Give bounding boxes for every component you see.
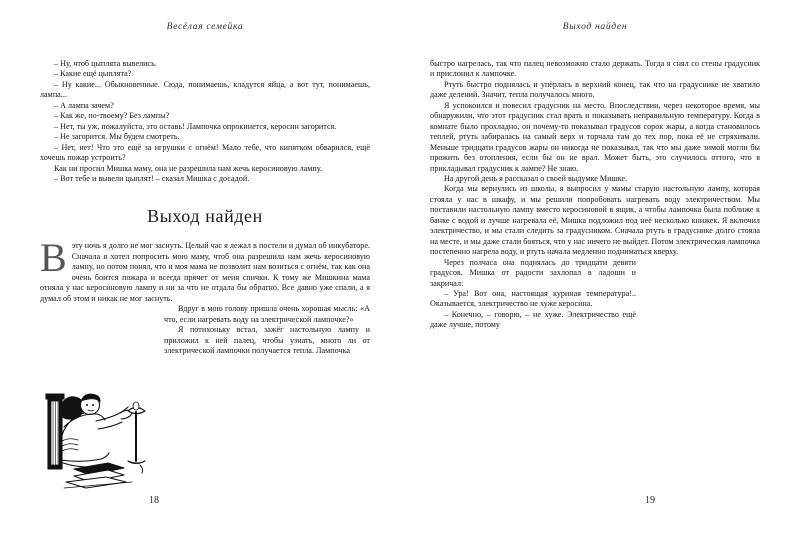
paragraph: Я потихоньку встал, зажёг настольную лампу и приложил к ней палец, чтобы узнать, много ли от электрической лампочки получается тепла. Лампочка [164,325,370,355]
running-head-right: Выход найден [562,22,628,32]
paragraph: Я успокоился и повесил градусник на место. Впоследствии, через некоторое время, мы обнаружили, что этот градусник стал врать и показывать неправильную температуру. Когда в комнате было прохладно, он почему-то показывал градусов сорок жары, а когда становилось теплей, ртуть забиралась на самый верх и торчала там до тех пор, пока её не стряхивали. Меньше тридцати градусов жары он никогда не показывал, так что мы даже зимой могли бы прожить без отопления, если бы он не врал. Может быть, это случилось оттого, что я прикладывал градусник к лампе? Не знаю. [430,100,760,173]
paragraph: Ртуть быстро поднялась и упёрлась в верхний конец, так что на градуснике не хватило даже делений. Значит, тепла получалось много. [430,79,760,100]
paragraph: – Нет, ты уж, пожалуйста, это оставь! Лампочка опрокинется, керосин загорится. [54,121,337,131]
illustration-wrapped-text-right [430,258,760,331]
paragraph: – Вот тебе и вывели цыплят! – сказал Мишка с досадой. [54,173,250,183]
paragraph: – Не загорится. Мы будем смотреть. [54,132,180,142]
chapter-title: Выход найден [147,206,263,227]
running-head-left: Весёлая семейка [166,22,244,32]
paragraph: – Ура! Вот она, настоящая куриная температура!.. Оказывается, электричество не хуже керосина. [430,288,636,309]
paragraph: – А лампа зачем? [54,100,114,110]
paragraph: На другой день я рассказал о своей выдумке Мишке. [444,173,628,183]
illustration-wrapped-text [40,304,370,356]
dropcap-paragraph [40,235,370,304]
page-right [400,0,800,534]
illustration-text-wrap-spacer [40,304,158,396]
paragraph: – Ну, чтоб цыплята вывелись. [54,59,157,68]
paragraph: Как ни просил Мишка маму, она не разрешила нам жечь керосиновую лампу. [54,163,323,173]
folio-left: 18 [149,495,159,506]
paragraph: – Нет, нет! Что это ещё за игрушки с огнём! Мало тебе, что кипятком обварился, ещё хочешь пожар устроить? [40,142,370,163]
paragraph: – Конечно, – говорю, – не хуже. Электричество ещё даже лучше, потому [430,309,636,330]
boy-in-bed-with-lamp-illustration [36,383,166,501]
paragraph: быстро нагрелась, так что палец невозможно стало держать. Тогда я снял со стены градусник и прислонил к лампочке. [430,59,760,79]
illustration-text-wrap-spacer [642,258,760,344]
folio-right: 19 [645,495,655,506]
paragraph: – Как же, по-твоему? Без лампы? [54,111,170,121]
drop-cap-letter: В [40,235,67,281]
paragraph: Через полчаса она поднялась до тридцати девяти градусов. Мишка от радости захлопал в ладоши и закричал: [430,257,636,288]
paragraph: Когда мы вернулись из школы, я выпросил у мамы старую настольную лампу, которая стояла у нас в шкафу, и мы решили попробовать нагревать воду электричеством. Мы поставили настольную лампу вместо керосиновой в ящик, а чтобы лампочка была поближе к банке с водой и лучше нагревала её, Мишка подложил под неё несколько книжек. Я включил электричество, и мы стали следить за градусником. Сначала ртуть в градуснике долго стояла на месте, и мы даже стали бояться, что у нас ничего не выйдет. Потом электрическая лампочка постепенно нагрела воду, и ртуть начала медленно подниматься кверху. [430,184,760,257]
paragraph: эту ночь я долго не мог заснуть. Целый час я лежал в постели и думал об инкубаторе. Сначала я хотел попросить мою маму, чтоб она разрешила нам жечь керосиновую лампу, но потом понял, что и моя мама не позволит нам возиться с огнём, так как она очень боится пожара и всегда прячет от меня спички. К тому же Мишкина мама отняла у нас керосиновую лампу и ни за что не отдала бы обратно. Все давно уже спали, а я думал об этом и никак не мог заснуть. [40,241,370,303]
paragraph: – Какие ещё цыплята? [54,69,132,79]
right-text-column [430,59,760,331]
paragraph: – Ну какие... Обыкновенные. Сюда, понимаешь, кладутся яйца, а вот тут, понимаешь, лампа... [40,79,370,100]
paragraph: Вдруг в мою голову пришла очень хорошая мысль: «А что, если нагревать воду на электрической лампочке?» [164,304,370,324]
left-text-column [40,59,370,356]
